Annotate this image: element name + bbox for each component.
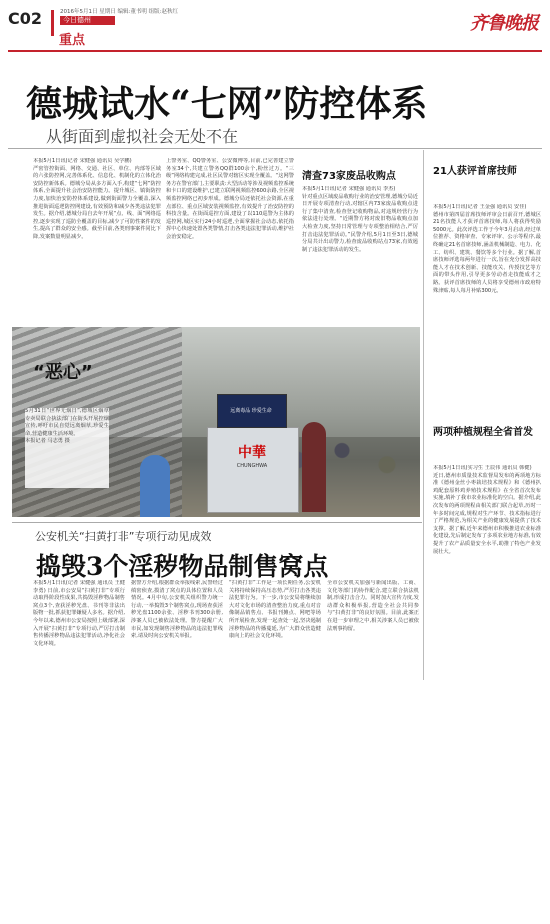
- page-number: C02: [8, 9, 43, 28]
- story-2-headline: 捣毁3个淫秽物品制售窝点: [36, 552, 329, 581]
- photo-costume-box: [207, 427, 299, 513]
- story-2-col-2: [131, 580, 223, 680]
- side-story-2: [433, 465, 541, 680]
- lead-body: 严密管控街面、网络、交通、社区、单位、内部等区域的六张防控网,完善体系化、信息化、机制化的立体化治安防控新体系。德城分局从多方面入手,构建“七网”防控体系,全面提升社会治安防控能力。提升城区、镇街防控力度,加快治安防控体系建设,做到街面警力全覆盖,深入推进街面巡逻防控网建设,有效预防和减少各类违法犯罪发生。据介绍,德城分局自去年开展“点、线、面”网络巡控,逐步实现了巡防全覆盖的目标,减少了可防性案件的发生,提高了群众的安全感。截至目前,各类刑事案件同比下降,发案数量明显减少。: [33, 165, 161, 240]
- lead-body-2: 上警务室、QQ警务室、公安微博等,目前,已完善建立警务室34个,共建立警务QQ群100余个,粉丝过万。“三级”网络构建完成,社区民警对辖区实现全覆盖。“这网警务方在警官部门,主要职责:大型活动等涉及视频监控系统和卡口的建设维护,已建立联网视频监控600余路,全区视频监控网络已初步形成。德城分局还依托社会资源,在重点部位、重点区域安装视频监控,有效提升了治安防控的科技含量。在街面巡控方面,建设了以110巡警为主体的巡控网,城区实行24小时巡逻,全面掌握社会动态,依托指挥中心快速处置各类警情,打击各类违法犯罪活动,维护社会治安稳定。: [166, 158, 294, 240]
- issue-meta: 2016年5月1日 星期日 编辑:董书明 组版:赵秋红: [60, 9, 178, 15]
- main-subheadline: 从街面到虚拟社会无处不在: [46, 127, 239, 146]
- lead-byline: 本报5月1日讯(记者 宋健强 通讯员 吴学鹏): [33, 158, 132, 164]
- photo-box-subtext: CHUNGHWA: [236, 463, 268, 469]
- story-73-body: 针对重点区域废品收购行业的治安管理,德城分局近日开展专项清查行动,对辖区内73家废品收购点进行了集中清查,检查登记收购物品,对违规经营行为依法进行处理。“近期警方将对废旧物品收购点加大检查力度,坚持日常管理与专项整治相结合,严厉打击违法犯罪活动。”民警介绍,5月1日至3日,德城分局共计出动警力,检查废品收购站点73家,有效遏制了违法犯罪活动的发生。: [302, 193, 418, 253]
- lead-article-continued: [166, 158, 294, 328]
- masthead-rule: [8, 50, 542, 52]
- story-73-byline: 本报5月1日讯(记者 宋健强 通讯员 李杰): [302, 186, 396, 192]
- story-2-col-3: [229, 580, 321, 680]
- story-2-col-1: [33, 580, 125, 680]
- side-story-1-body: 德州市第四届首席技师评审会日前召开,德城区21名技能人才获评首席技师,每人将获得奖励5000元。此次评选工作于今年3月启动,经过单位推荐、资格审查、专家评审、公示等程序,最终确定21名首席技师,涵盖机械制造、电力、化工、纺织、建筑、餐饮等多个行业。据了解,首席技师评选每两年进行一次,旨在充分发挥高技能人才在技术创新、技能攻关、传授技艺等方面的带头作用,引导更多劳动者走技能成才之路。获评首席技师的人员将享受德州市政府特殊津贴,每人每月补贴300元。: [433, 211, 541, 294]
- section-title: 重点: [59, 33, 86, 48]
- region-tag: 今日德州: [60, 16, 115, 25]
- story-2-col-4: [327, 580, 419, 680]
- story-2-text-3: “扫黄打非”工作是一项长期任务,公安机关将持续保持高压态势,严厉打击各类违法犯罪行为。下一步,市公安局将继续加大对文化市场的清查整治力度,重点对音像制品销售点、书报刊摊点、网吧等场所开展检查,发现一起查处一起,坚决遏制淫秽物品的传播蔓延,为广大群众营造健康向上的社会文化环境。: [229, 580, 321, 640]
- story-2-rule: [12, 522, 422, 523]
- photo-person: [140, 455, 170, 517]
- side-story-2-headline: 两项种植规程全省首发: [433, 427, 533, 438]
- story-73-headline: 清查73家废品收购点: [302, 171, 396, 182]
- column-divider: [423, 150, 424, 680]
- photo-caption-byline: 本报记者 马志勇 摄: [25, 438, 70, 445]
- photo-person-2: [302, 422, 326, 512]
- side-story-1-byline: 本报5月1日讯(记者 王金强 通讯员 安佳): [433, 204, 527, 210]
- main-headline: 德城试水“七网”防控体系: [26, 83, 428, 125]
- side-story-2-body: 近日,德州市质量技术监督局发布的两项地方标准《德州金丝小枣栽培技术规程》和《德州扒鸡配套原料鸡养殖技术规程》在全省首次发布实施,填补了我市农业标准化的空白。据介绍,此次发布的两项规程由相关部门联合起草,历时一年多时间完成,规程对生产环节、技术指标进行了严格规范,为相关产业的健康发展提供了技术支撑。据了解,近年来德州市积极推进农业标准化建设,先后制定发布了多项农业地方标准,有效提升了农产品质量安全水平,助推了特色产业发展壮大。: [433, 472, 541, 555]
- story-2-text-4: 全市公安机关加强与新闻出版、工商、文化等部门的协作配合,建立联合执法机制,形成打击合力。同时加大宣传力度,发动群众积极举报,营造全社会共同参与“扫黄打非”的良好氛围。目前,此案正在进一步审理之中,相关涉案人员已被依法刑事拘留。: [327, 580, 419, 632]
- story-2-text-2: 据警方介绍,根据群众举报线索,民警经过缜密侦查,摸清了窝点的具体位置和人员情况。4月中旬,公安机关组织警力统一行动,一举捣毁3个制售窝点,现场查获淫秽光盘1100余张、淫秽书刊300余册,涉案人员已被依法处理。警方提醒广大市民,如发现制售淫秽物品的违法犯罪线索,请及时向公安机关举报。: [131, 580, 223, 640]
- side-story-1-headline: 21人获评首席技师: [433, 166, 517, 177]
- photo-caption-body: 5月31日“世界无烟日”,德城区烟草专卖局联合执法部门在街头开展控烟宣传,呼吁市民自觉远离烟草,珍爱生命,营造健康生活环境。: [25, 408, 109, 437]
- page-number-bar: [51, 10, 54, 36]
- photo-headline: “恶心”: [33, 362, 93, 383]
- photo-screen-caption: 远离毒品 珍爱生命: [230, 408, 272, 414]
- masthead: [0, 0, 550, 48]
- lead-article: [33, 158, 161, 328]
- newspaper-logo: 齐鲁晚报: [470, 13, 538, 34]
- story-2-kicker: 公安机关“扫黄打非”专项行动见成效: [35, 530, 212, 543]
- side-story-2-byline: 本报5月1日讯(实习生 王辰伟 通讯员 韩健): [433, 465, 532, 471]
- photo-box-text: 中華: [238, 445, 266, 461]
- sidebar-story-73: [300, 150, 420, 326]
- side-story-1: [433, 204, 541, 414]
- story-73-text: [302, 186, 418, 326]
- story-2-text-1: 本报5月1日讯(记者 宋健强 通讯员 王健 李勇) 日前,市公安局“扫黄打非”专项行动取得阶段性成果,共捣毁淫秽物品制售窝点3个,查获淫秽光盘、书刊等非法出版物一批,抓获犯罪嫌疑人多名。据介绍,今年以来,德州市公安局按照上级部署,深入开展“扫黄打非”专项行动,严厉打击制售传播淫秽物品违法犯罪活动,净化社会文化环境。: [33, 580, 125, 647]
- headline-rule: [8, 148, 542, 149]
- photo-caption: [25, 408, 109, 488]
